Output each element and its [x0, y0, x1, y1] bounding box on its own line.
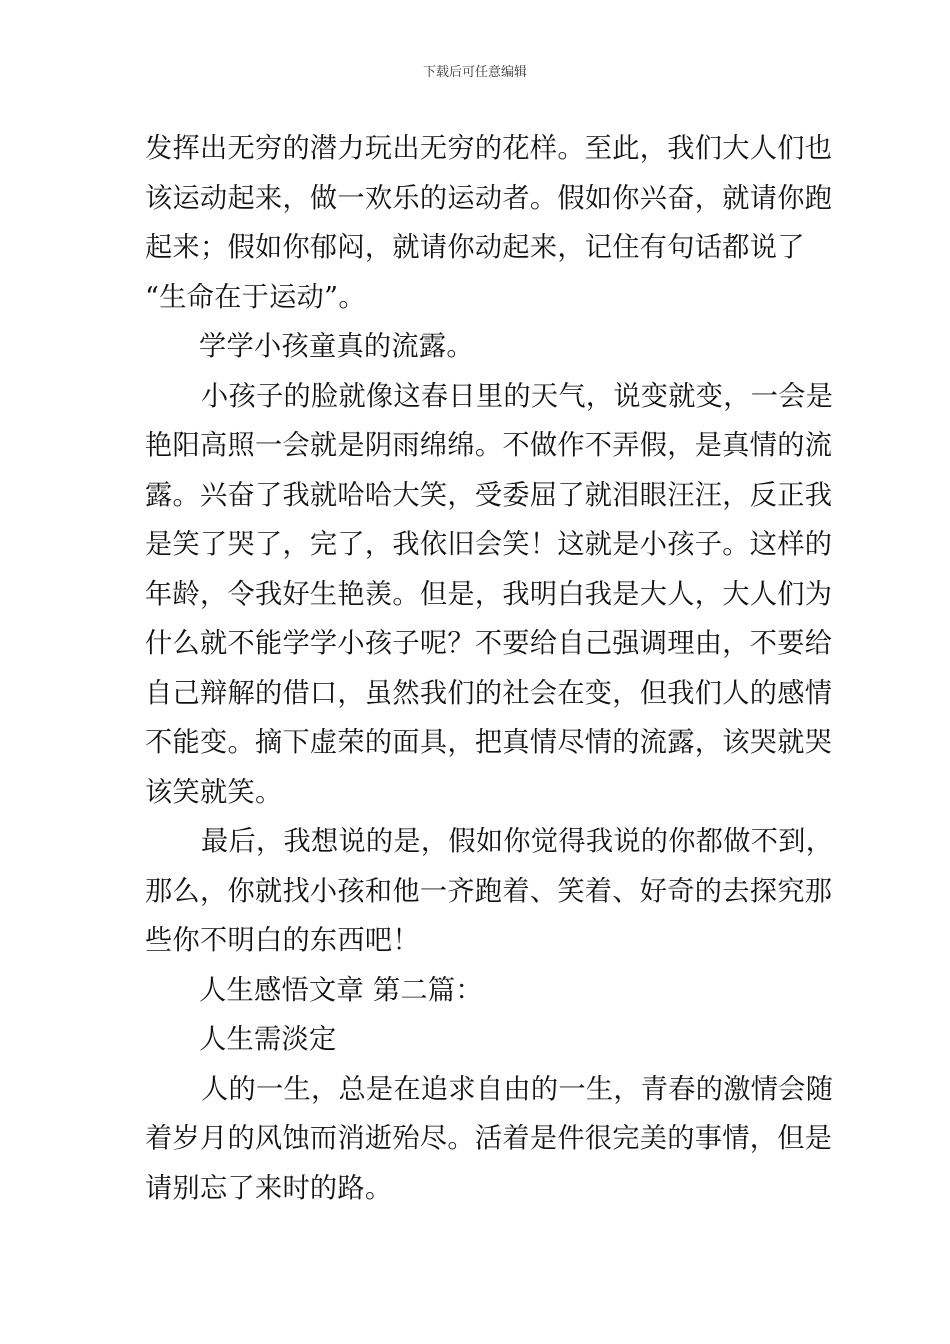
paragraph-start: 最后，我想说的是，假如你觉得我说的你都做不到， — [201, 826, 834, 857]
text-line: 该笑就笑。 — [145, 776, 283, 808]
text-line: 不能变。摘下虚荣的面具，把真情尽情的流露，该哭就哭 — [145, 727, 833, 758]
text-line: 艳阳高照一会就是阴雨绵绵。不做作不弄假，是真情的流 — [145, 430, 833, 461]
text-line: “生命在于运动”。 — [145, 281, 366, 313]
paragraph-start: 人的一生，总是在追求自由的一生，青春的激情会随 — [201, 1073, 834, 1105]
text-line: 那么，你就找小孩和他一齐跑着、笑着、好奇的去探究那 — [145, 875, 833, 907]
text-line: 什么就不能学学小孩子呢？不要给自己强调理由，不要给 — [145, 628, 833, 659]
text-line: 着岁月的风蚀而消逝殆尽。活着是件很完美的事情，但是 — [145, 1123, 833, 1154]
section-heading: 学学小孩童真的流露。 — [199, 331, 474, 362]
text-line: 起来；假如你郁闷，就请你动起来，记住有句话都说了 — [145, 232, 805, 263]
article-title: 人生需淡定 — [199, 1024, 337, 1055]
section-title: 人生感悟文章 第二篇： — [199, 974, 483, 1006]
text-line: 些你不明白的东西吧！ — [145, 925, 420, 956]
page-header: 下载后可任意编辑 — [422, 65, 527, 80]
text-line: 该运动起来，做一欢乐的运动者。假如你兴奋，就请你跑 — [145, 182, 833, 214]
text-line: 自己辩解的借口，虽然我们的社会在变，但我们人的感情 — [145, 677, 833, 709]
text-line: 发挥出无穷的潜力玩出无穷的花样。至此，我们大人们也 — [145, 133, 833, 164]
document-body — [145, 124, 834, 1213]
text-line: 请别忘了来时的路。 — [145, 1172, 393, 1204]
text-line: 露。兴奋了我就哈哈大笑，受委屈了就泪眼汪汪，反正我 — [145, 479, 833, 511]
text-line: 是笑了哭了，完了，我依旧会笑！这就是小孩子。这样的 — [145, 529, 833, 560]
text-line: 年龄，令我好生艳羡。但是，我明白我是大人，大人们为 — [145, 578, 833, 610]
paragraph-start: 小孩子的脸就像这春日里的天气，说变就变，一会是 — [201, 380, 834, 412]
